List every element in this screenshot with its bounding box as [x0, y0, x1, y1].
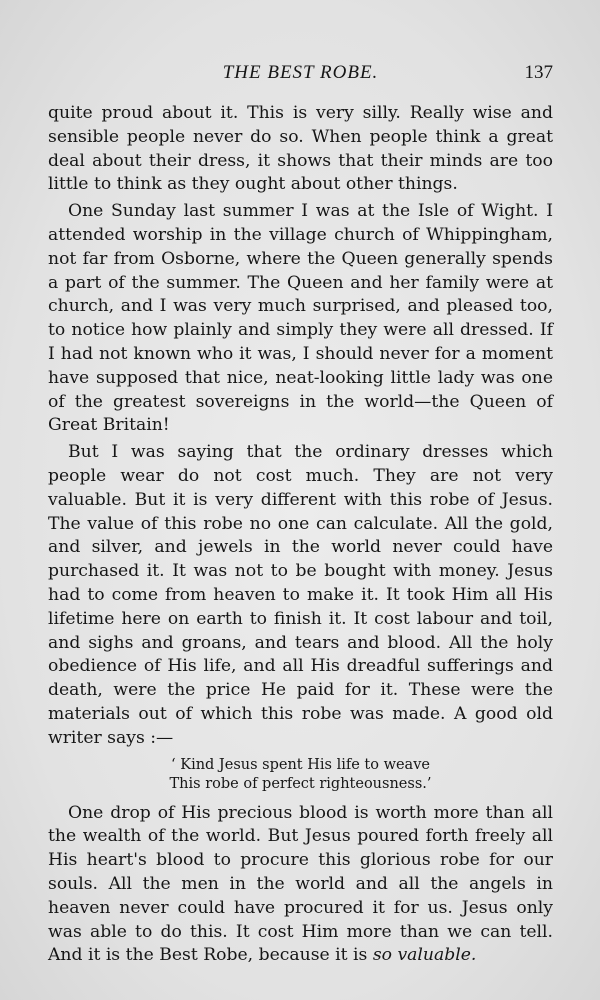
page-number: 137 [524, 62, 553, 83]
body-text [48, 102, 553, 968]
paragraph-2: One Sunday last summer I was at the Isle of Wight. I attended worship in the village church of Whippingham, not far from Osborne, where the Queen generally spends a part of the summer. The Queen and her family were at church, and I was very much surprised, and pleased too, to notice how plainly and simply they were all dressed. If I had not known who it was, I should never for a moment have supposed that nice, neat-looking little lady was one of the greatest sovereigns in the world—the Queen of Great Britain! [48, 201, 553, 436]
running-header [48, 60, 553, 90]
paragraph-4-text: One drop of His precious blood is worth more than all the wealth of the world. But Jesus poured forth freely all His heart's blood to procure this glorious robe for our souls. All the men in the world and all the angels in heaven never could have procured it for us. Jesus only was able to do this. It cost Him more than we can tell. And it is the Best Robe, because it is [48, 802, 553, 966]
quote-line-1: ‘ Kind Jesus spent His life to weave [171, 756, 430, 773]
paragraph-3: But I was saying that the ordinary dresses which people wear do not cost much. They are not very valuable. But it is very different with this robe of Jesus. The value of this robe no one can calculate. All the gold, and silver, and jewels in the world never could have purchased it. It was not to be bought with money. Jesus had to come from heaven to make it. It took Him all His lifetime here on earth to finish it. It cost labour and toil, and sighs and groans, and tears and blood. All the holy obedience of His life, and all His dreadful sufferings and death, were the price He paid for it. These were the materials out of which this robe was made. A good old writer says :— [48, 442, 553, 748]
paragraph-4 [48, 802, 553, 969]
book-page [48, 60, 553, 971]
quote-line-2: This robe of perfect righteousness.’ [169, 775, 432, 792]
paragraph-4-emphasis: so valuable. [372, 945, 477, 966]
block-quote [48, 756, 553, 794]
paragraph-1: quite proud about it. This is very silly. Really wise and sensible people never do so. When people think a great deal about their dress, it shows that their minds are too little to think as they ought about other things. [48, 103, 553, 195]
running-title: THE BEST ROBE. [222, 62, 379, 83]
